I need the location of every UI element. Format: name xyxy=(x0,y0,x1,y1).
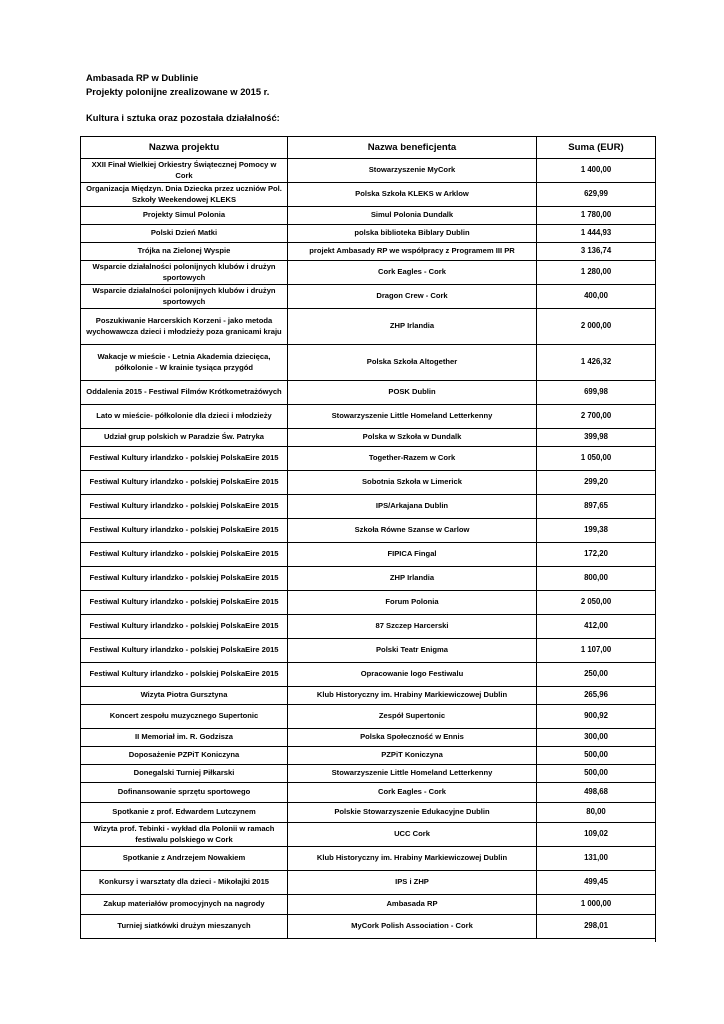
cell-beneficiary: Dragon Crew - Cork xyxy=(288,285,537,309)
table-row xyxy=(81,729,656,747)
table-row xyxy=(81,309,656,345)
cell-project: II Memoriał im. R. Godzisza xyxy=(81,729,288,747)
cell-amount: 265,96 xyxy=(537,687,656,705)
cell-beneficiary: Klub Historyczny im. Hrabiny Markiewiczowej Dublin xyxy=(288,687,537,705)
cell-project: Festiwal Kultury irlandzko - polskiej PolskaEire 2015 xyxy=(81,591,288,615)
cell-beneficiary: Cork Eagles - Cork xyxy=(288,261,537,285)
table-row xyxy=(81,225,656,243)
cell-beneficiary: Zespół Supertonic xyxy=(288,705,537,729)
cell-beneficiary: Opracowanie logo Festiwalu xyxy=(288,663,537,687)
cell-beneficiary: Stowarzyszenie Little Homeland Letterkenny xyxy=(288,765,537,783)
cell-beneficiary: polska biblioteka Biblary Dublin xyxy=(288,225,537,243)
cell-project: Spotkanie z prof. Edwardem Lutczynem xyxy=(81,803,288,823)
cell-project: Festiwal Kultury irlandzko - polskiej PolskaEire 2015 xyxy=(81,495,288,519)
cell-amount: 629,99 xyxy=(537,183,656,207)
column-header-beneficiary: Nazwa beneficjenta xyxy=(288,137,537,159)
cell-amount: 699,98 xyxy=(537,381,656,405)
cell-project: Festiwal Kultury irlandzko - polskiej PolskaEire 2015 xyxy=(81,615,288,639)
cell-project: Wizyta prof. Tebinki - wykład dla Polonii w ramach festiwalu polskiego w Cork xyxy=(81,823,288,847)
cell-amount: 3 136,74 xyxy=(537,243,656,261)
cell-amount: 498,68 xyxy=(537,783,656,803)
cell-project: Wakacje w mieście - Letnia Akademia dziecięca, półkolonie - W krainie tysiąca przygód xyxy=(81,345,288,381)
cell-project: Festiwal Kultury irlandzko - polskiej PolskaEire 2015 xyxy=(81,567,288,591)
cell-project: Wsparcie działalności polonijnych klubów i drużyn sportowych xyxy=(81,285,288,309)
cell-amount: 172,20 xyxy=(537,543,656,567)
cell-project: Trójka na Zielonej Wyspie xyxy=(81,243,288,261)
table-row xyxy=(81,591,656,615)
cell-beneficiary: Sobotnia Szkoła w Limerick xyxy=(288,471,537,495)
cell-beneficiary: Together-Razem w Cork xyxy=(288,447,537,471)
table-row xyxy=(81,159,656,183)
cell-amount: 900,92 xyxy=(537,705,656,729)
cell-project: Zakup materiałów promocyjnych na nagrody xyxy=(81,895,288,915)
cell-beneficiary: IPS/Arkajana Dublin xyxy=(288,495,537,519)
cell-beneficiary: Polski Teatr Enigma xyxy=(288,639,537,663)
table-row xyxy=(81,639,656,663)
cell-project: Doposażenie PZPiT Koniczyna xyxy=(81,747,288,765)
cell-amount: 500,00 xyxy=(537,765,656,783)
cell-project: Dofinansowanie sprzętu sportowego xyxy=(81,783,288,803)
cell-amount: 800,00 xyxy=(537,567,656,591)
cell-project: Polski Dzień Matki xyxy=(81,225,288,243)
cell-project: Oddalenia 2015 - Festiwal Filmów Krótkometrażówych xyxy=(81,381,288,405)
cell-amount: 250,00 xyxy=(537,663,656,687)
cell-project: Festiwal Kultury irlandzko - polskiej PolskaEire 2015 xyxy=(81,447,288,471)
table-row xyxy=(81,429,656,447)
table-row xyxy=(81,687,656,705)
cell-beneficiary: projekt Ambasady RP we współpracy z Programem III PR xyxy=(288,243,537,261)
cell-project: Festiwal Kultury irlandzko - polskiej PolskaEire 2015 xyxy=(81,519,288,543)
cell-project: Donegalski Turniej Piłkarski xyxy=(81,765,288,783)
table-row xyxy=(81,495,656,519)
cell-beneficiary: Stowarzyszenie Little Homeland Letterkenny xyxy=(288,405,537,429)
table-row xyxy=(81,261,656,285)
cell-project: Wizyta Piotra Gursztyna xyxy=(81,687,288,705)
cell-amount: 400,00 xyxy=(537,285,656,309)
cell-project: Lato w mieście- półkolonie dla dzieci i młodzieży xyxy=(81,405,288,429)
cell-project: Koncert zespołu muzycznego Supertonic xyxy=(81,705,288,729)
cell-beneficiary: ZHP Irlandia xyxy=(288,309,537,345)
cell-beneficiary: Klub Historyczny im. Hrabiny Markiewiczowej Dublin xyxy=(288,847,537,871)
cell-project: Konkursy i warsztaty dla dzieci - Mikołajki 2015 xyxy=(81,871,288,895)
cell-beneficiary: 87 Szczep Harcerski xyxy=(288,615,537,639)
cell-beneficiary: Simul Polonia Dundalk xyxy=(288,207,537,225)
table-right-border-tail xyxy=(655,916,656,942)
table-row xyxy=(81,615,656,639)
cell-project: Festiwal Kultury irlandzko - polskiej PolskaEire 2015 xyxy=(81,471,288,495)
cell-beneficiary: Szkoła Równe Szanse w Carlow xyxy=(288,519,537,543)
cell-project: Festiwal Kultury irlandzko - polskiej PolskaEire 2015 xyxy=(81,639,288,663)
cell-amount: 300,00 xyxy=(537,729,656,747)
projects-table xyxy=(80,136,656,939)
cell-beneficiary: Ambasada RP xyxy=(288,895,537,915)
cell-amount: 199,38 xyxy=(537,519,656,543)
section-title: Kultura i sztuka oraz pozostała działalność: xyxy=(86,112,280,123)
table-row xyxy=(81,519,656,543)
cell-amount: 131,00 xyxy=(537,847,656,871)
cell-project: Festiwal Kultury irlandzko - polskiej PolskaEire 2015 xyxy=(81,543,288,567)
table-row xyxy=(81,543,656,567)
cell-project: XXII Finał Wielkiej Orkiestry Świątecznej Pomocy w Cork xyxy=(81,159,288,183)
cell-amount: 499,45 xyxy=(537,871,656,895)
cell-beneficiary: MyCork Polish Association - Cork xyxy=(288,915,537,939)
table-row xyxy=(81,381,656,405)
cell-amount: 1 107,00 xyxy=(537,639,656,663)
document-header xyxy=(86,71,269,99)
cell-project: Projekty Simul Polonia xyxy=(81,207,288,225)
cell-beneficiary: Stowarzyszenie MyCork xyxy=(288,159,537,183)
table-row xyxy=(81,747,656,765)
table-row xyxy=(81,783,656,803)
cell-project: Wsparcie działalności polonijnych klubów i drużyn sportowych xyxy=(81,261,288,285)
cell-amount: 1 400,00 xyxy=(537,159,656,183)
table-row xyxy=(81,567,656,591)
embassy-name: Ambasada RP w Dublinie xyxy=(86,72,199,83)
cell-beneficiary: IPS i ZHP xyxy=(288,871,537,895)
table-row xyxy=(81,871,656,895)
table-row xyxy=(81,705,656,729)
cell-beneficiary: Polska Szkoła KLEKS w Arklow xyxy=(288,183,537,207)
cell-beneficiary: Polskie Stowarzyszenie Edukacyjne Dublin xyxy=(288,803,537,823)
cell-amount: 1 050,00 xyxy=(537,447,656,471)
cell-amount: 1 280,00 xyxy=(537,261,656,285)
cell-amount: 299,20 xyxy=(537,471,656,495)
table-row xyxy=(81,207,656,225)
table-row xyxy=(81,243,656,261)
cell-project: Turniej siatkówki drużyn mieszanych xyxy=(81,915,288,939)
cell-project: Poszukiwanie Harcerskich Korzeni - jako metoda wychowawcza dzieci i młodzieży poza granicami kraju xyxy=(81,309,288,345)
cell-project: Spotkanie z Andrzejem Nowakiem xyxy=(81,847,288,871)
cell-beneficiary: PZPiT Koniczyna xyxy=(288,747,537,765)
cell-amount: 412,00 xyxy=(537,615,656,639)
cell-amount: 1 426,32 xyxy=(537,345,656,381)
cell-beneficiary: Polska w Szkoła w Dundalk xyxy=(288,429,537,447)
cell-beneficiary: UCC Cork xyxy=(288,823,537,847)
table-header-row xyxy=(81,137,656,159)
cell-amount: 1 780,00 xyxy=(537,207,656,225)
table-row xyxy=(81,405,656,429)
cell-amount: 2 700,00 xyxy=(537,405,656,429)
document-title: Projekty polonijne zrealizowane w 2015 r. xyxy=(86,86,270,97)
cell-project: Organizacja Międzyn. Dnia Dziecka przez uczniów Pol. Szkoły Weekendowej KLEKS xyxy=(81,183,288,207)
table-row xyxy=(81,345,656,381)
table-row xyxy=(81,803,656,823)
cell-amount: 2 000,00 xyxy=(537,309,656,345)
cell-amount: 109,02 xyxy=(537,823,656,847)
cell-project: Festiwal Kultury irlandzko - polskiej PolskaEire 2015 xyxy=(81,663,288,687)
cell-beneficiary: Forum Polonia xyxy=(288,591,537,615)
table-row xyxy=(81,847,656,871)
column-header-project: Nazwa projektu xyxy=(81,137,288,159)
cell-amount: 2 050,00 xyxy=(537,591,656,615)
column-header-amount: Suma (EUR) xyxy=(537,137,656,159)
table-row xyxy=(81,471,656,495)
cell-beneficiary: POSK Dublin xyxy=(288,381,537,405)
cell-amount: 298,01 xyxy=(537,915,656,939)
table-row xyxy=(81,183,656,207)
cell-project: Udział grup polskich w Paradzie Św. Patryka xyxy=(81,429,288,447)
cell-beneficiary: FIPICA Fingal xyxy=(288,543,537,567)
table-row xyxy=(81,285,656,309)
cell-beneficiary: Polska Społeczność w Ennis xyxy=(288,729,537,747)
table-row xyxy=(81,895,656,915)
cell-beneficiary: Cork Eagles - Cork xyxy=(288,783,537,803)
cell-beneficiary: Polska Szkoła Altogether xyxy=(288,345,537,381)
cell-amount: 500,00 xyxy=(537,747,656,765)
cell-amount: 1 444,93 xyxy=(537,225,656,243)
table-row xyxy=(81,663,656,687)
table-row xyxy=(81,447,656,471)
table-row xyxy=(81,915,656,939)
cell-amount: 897,65 xyxy=(537,495,656,519)
cell-beneficiary: ZHP Irlandia xyxy=(288,567,537,591)
cell-amount: 80,00 xyxy=(537,803,656,823)
table-row xyxy=(81,823,656,847)
table-row xyxy=(81,765,656,783)
cell-amount: 1 000,00 xyxy=(537,895,656,915)
cell-amount: 399,98 xyxy=(537,429,656,447)
